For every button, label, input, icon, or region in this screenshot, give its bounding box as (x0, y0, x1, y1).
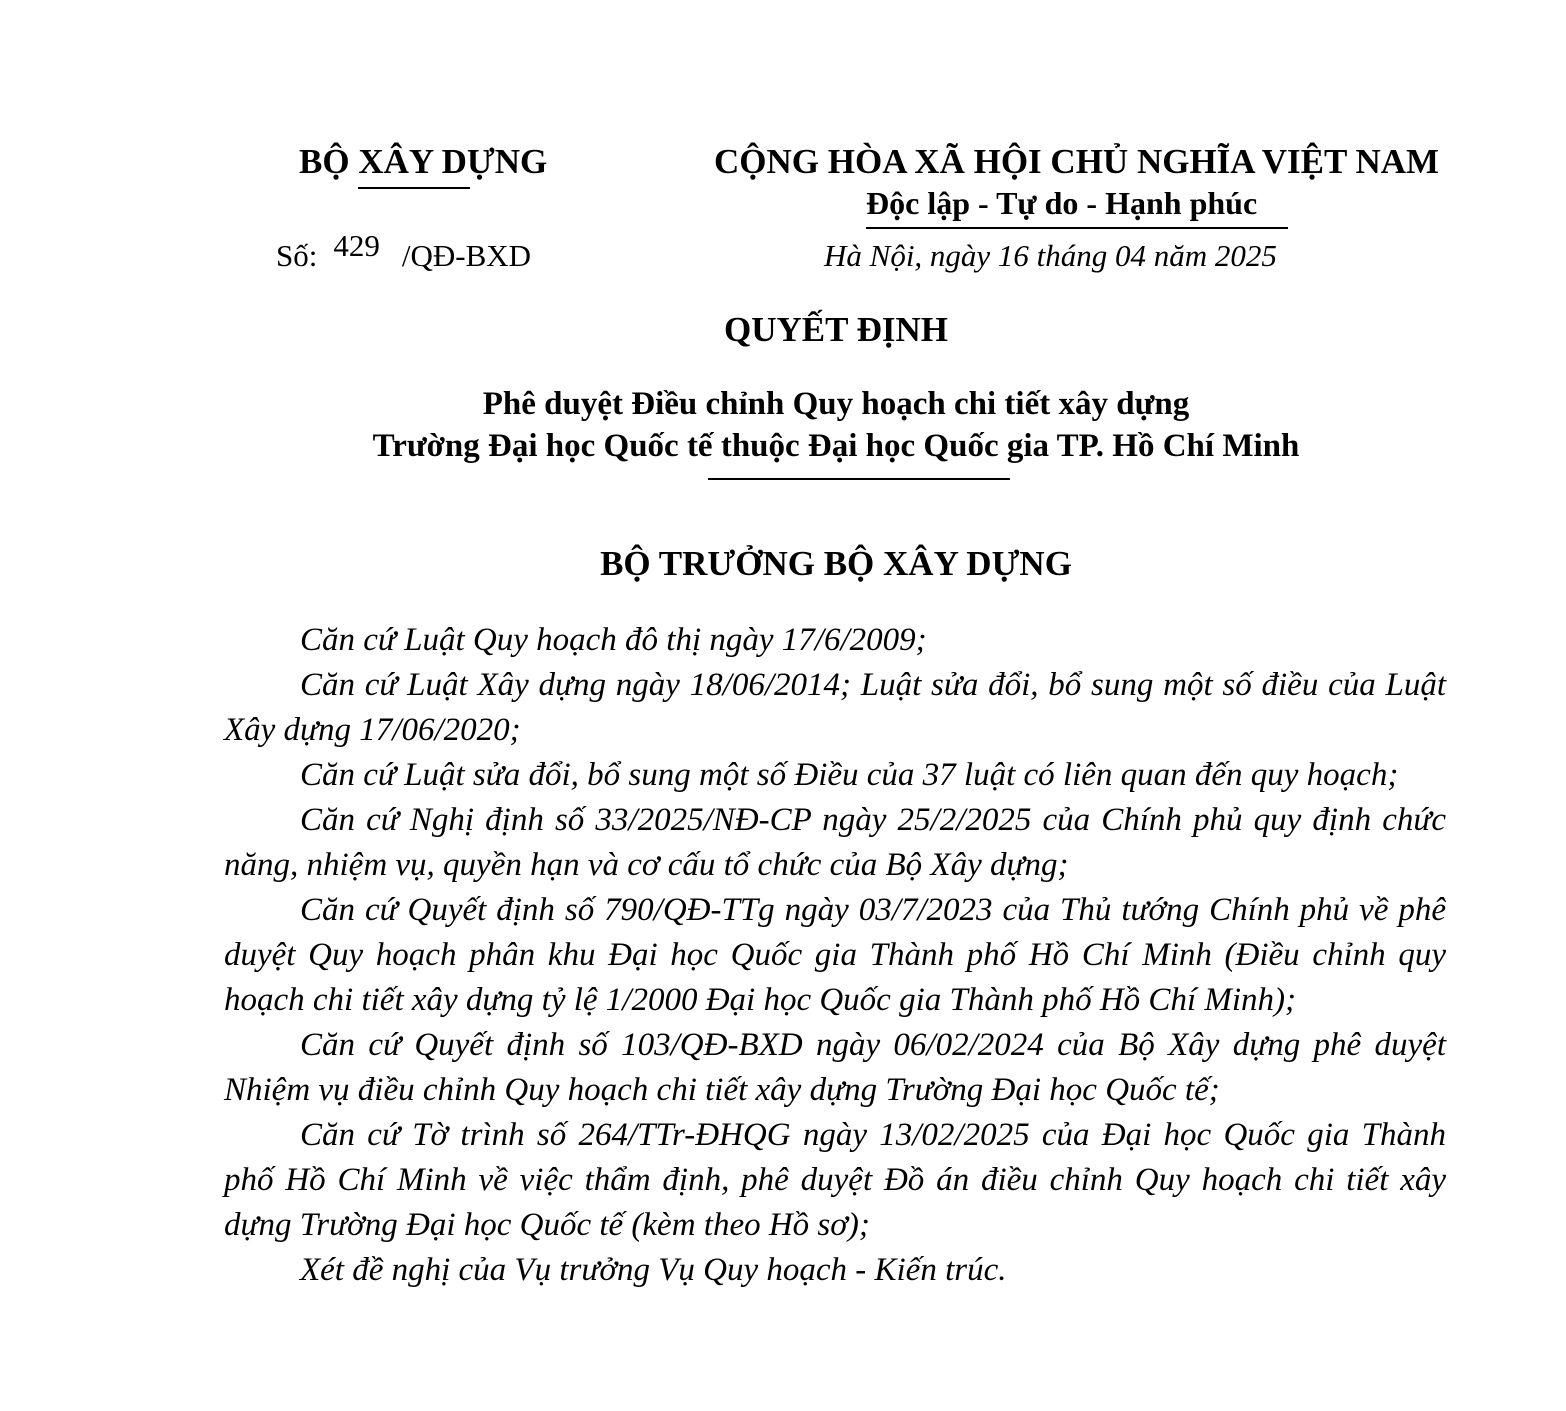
preamble-paragraph: Căn cứ Luật Quy hoạch đô thị ngày 17/6/2009; (300, 622, 927, 658)
preamble-paragraph: Căn cứ Tờ trình số 264/TTr-ĐHQG ngày 13/02/2025 của Đại học Quốc gia Thành phố Hồ Chí Minh về việc thẩm định, phê duyệt Đồ án điều chỉnh Quy hoạch chi tiết xây dựng Trường Đại học Quốc tế (kèm theo Hồ sơ); (224, 1117, 1446, 1243)
ministry-underline (358, 187, 470, 189)
number-value: 429 (333, 228, 380, 263)
document-title: QUYẾT ĐỊNH (724, 310, 948, 349)
subject-line-1: Phê duyệt Điều chỉnh Quy hoạch chi tiết xây dựng (482, 386, 1190, 422)
number-suffix: /QĐ-BXD (401, 238, 532, 273)
preamble-paragraph: Căn cứ Luật Xây dựng ngày 18/06/2014; Luật sửa đổi, bổ sung một số điều của Luật Xây dựng 17/06/2020; (224, 667, 1446, 748)
preamble-paragraph: Xét đề nghị của Vụ trưởng Vụ Quy hoạch - Kiến trúc. (300, 1252, 1007, 1288)
preamble-paragraph: Căn cứ Nghị định số 33/2025/NĐ-CP ngày 25/2/2025 của Chính phủ quy định chức năng, nhiệm vụ, quyền hạn và cơ cấu tổ chức của Bộ Xây dựng; (224, 802, 1446, 883)
subject-line-2: Trường Đại học Quốc tế thuộc Đại học Quốc gia TP. Hồ Chí Minh (372, 428, 1300, 464)
number-prefix: Số: (276, 238, 318, 273)
issuing-ministry: BỘ XÂY DỰNG (299, 142, 548, 181)
national-motto: Độc lập - Tự do - Hạnh phúc (866, 185, 1258, 221)
subject-underline (708, 478, 1010, 480)
preamble-paragraph: Căn cứ Quyết định số 103/QĐ-BXD ngày 06/02/2024 của Bộ Xây dựng phê duyệt Nhiệm vụ điều chỉnh Quy hoạch chi tiết xây dựng Trường Đại học Quốc tế; (224, 1027, 1446, 1108)
place-and-date: Hà Nội, ngày 16 tháng 04 năm 2025 (824, 238, 1277, 273)
preamble-paragraph: Căn cứ Luật sửa đổi, bổ sung một số Điều của 37 luật có liên quan đến quy hoạch; (300, 757, 1399, 793)
issuing-authority: BỘ TRƯỞNG BỘ XÂY DỰNG (600, 544, 1072, 583)
preamble (224, 618, 1446, 1293)
motto-underline (866, 227, 1288, 229)
document-number (276, 228, 532, 274)
preamble-paragraph: Căn cứ Quyết định số 790/QĐ-TTg ngày 03/7/2023 của Thủ tướng Chính phủ về phê duyệt Quy hoạch phân khu Đại học Quốc gia Thành phố Hồ Chí Minh (Điều chỉnh quy hoạch chi tiết xây dựng tỷ lệ 1/2000 Đại học Quốc gia Thành phố Hồ Chí Minh); (224, 892, 1446, 1018)
national-title: CỘNG HÒA XÃ HỘI CHỦ NGHĨA VIỆT NAM (714, 142, 1440, 181)
